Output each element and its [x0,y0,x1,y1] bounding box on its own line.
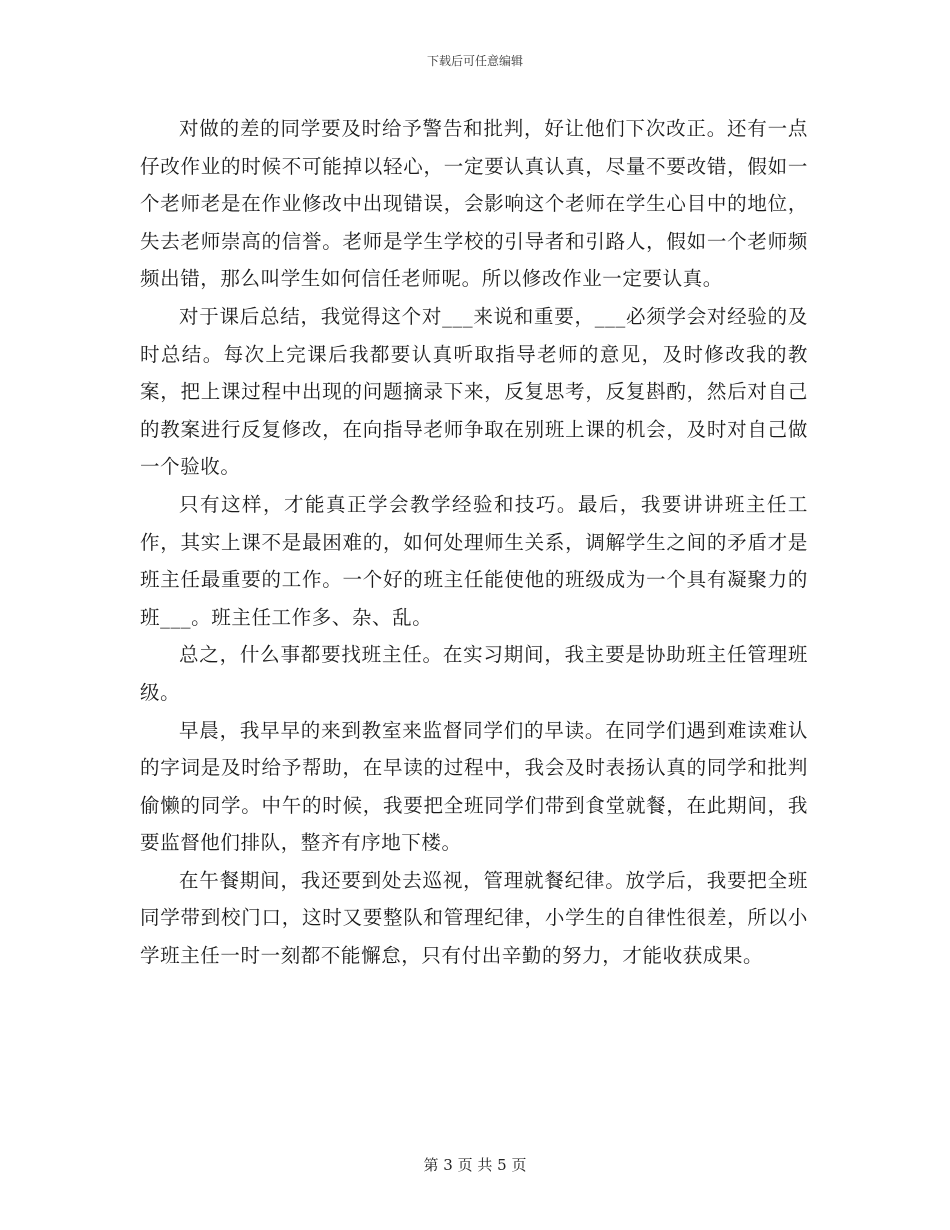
paragraph-5: 早晨，我早早的来到教室来监督同学们的早读。在同学们遇到难读难认的字词是及时给予帮助，在早读的过程中，我会及时表扬认真的同学和批判偷懒的同学。中午的时候，我要把全班同学们带到食堂就餐，在此期间，我要监督他们排队，整齐有序地下楼。 [140,718,808,855]
paragraph-2: 对于课后总结，我觉得这个对___来说和重要，___必须学会对经验的及时总结。每次上完课后我都要认真听取指导老师的意见，及时修改我的教案，把上课过程中出现的问题摘录下来，反复思考，反复斟酌，然后对自己的教案进行反复修改，在向指导老师争取在别班上课的机会，及时对自己做一个验收。 [140,304,808,479]
paragraph-4: 总之，什么事都要找班主任。在实习期间，我主要是协助班主任管理班级。 [140,643,808,704]
document-body [140,110,808,975]
paragraph-1: 对做的差的同学要及时给予警告和批判，好让他们下次改正。还有一点仔改作业的时候不可能掉以轻心，一定要认真认真，尽量不要改错，假如一个老师老是在作业修改中出现错误，会影响这个老师在学生心目中的地位，失去老师崇高的信誉。老师是学生学校的引导者和引路人，假如一个老师频频出错，那么叫学生如何信任老师呢。所以修改作业一定要认真。 [140,117,808,291]
paragraph-6: 在午餐期间，我还要到处去巡视，管理就餐纪律。放学后，我要把全班同学带到校门口，这时又要整队和管理纪律，小学生的自律性很差，所以小学班主任一时一刻都不能懈怠，只有付出辛勤的努力，才能收获成果。 [140,868,808,968]
paragraph-3: 只有这样，才能真正学会教学经验和技巧。最后，我要讲讲班主任工作，其实上课不是最困难的，如何处理师生关系，调解学生之间的矛盾才是班主任最重要的工作。一个好的班主任能使他的班级成为一个具有凝聚力的班___。班主任工作多、杂、乱。 [140,492,808,629]
page-header-note: 下载后可任意编辑 [426,54,523,68]
page-number-footer: 第 3 页 共 5 页 [423,1156,527,1174]
